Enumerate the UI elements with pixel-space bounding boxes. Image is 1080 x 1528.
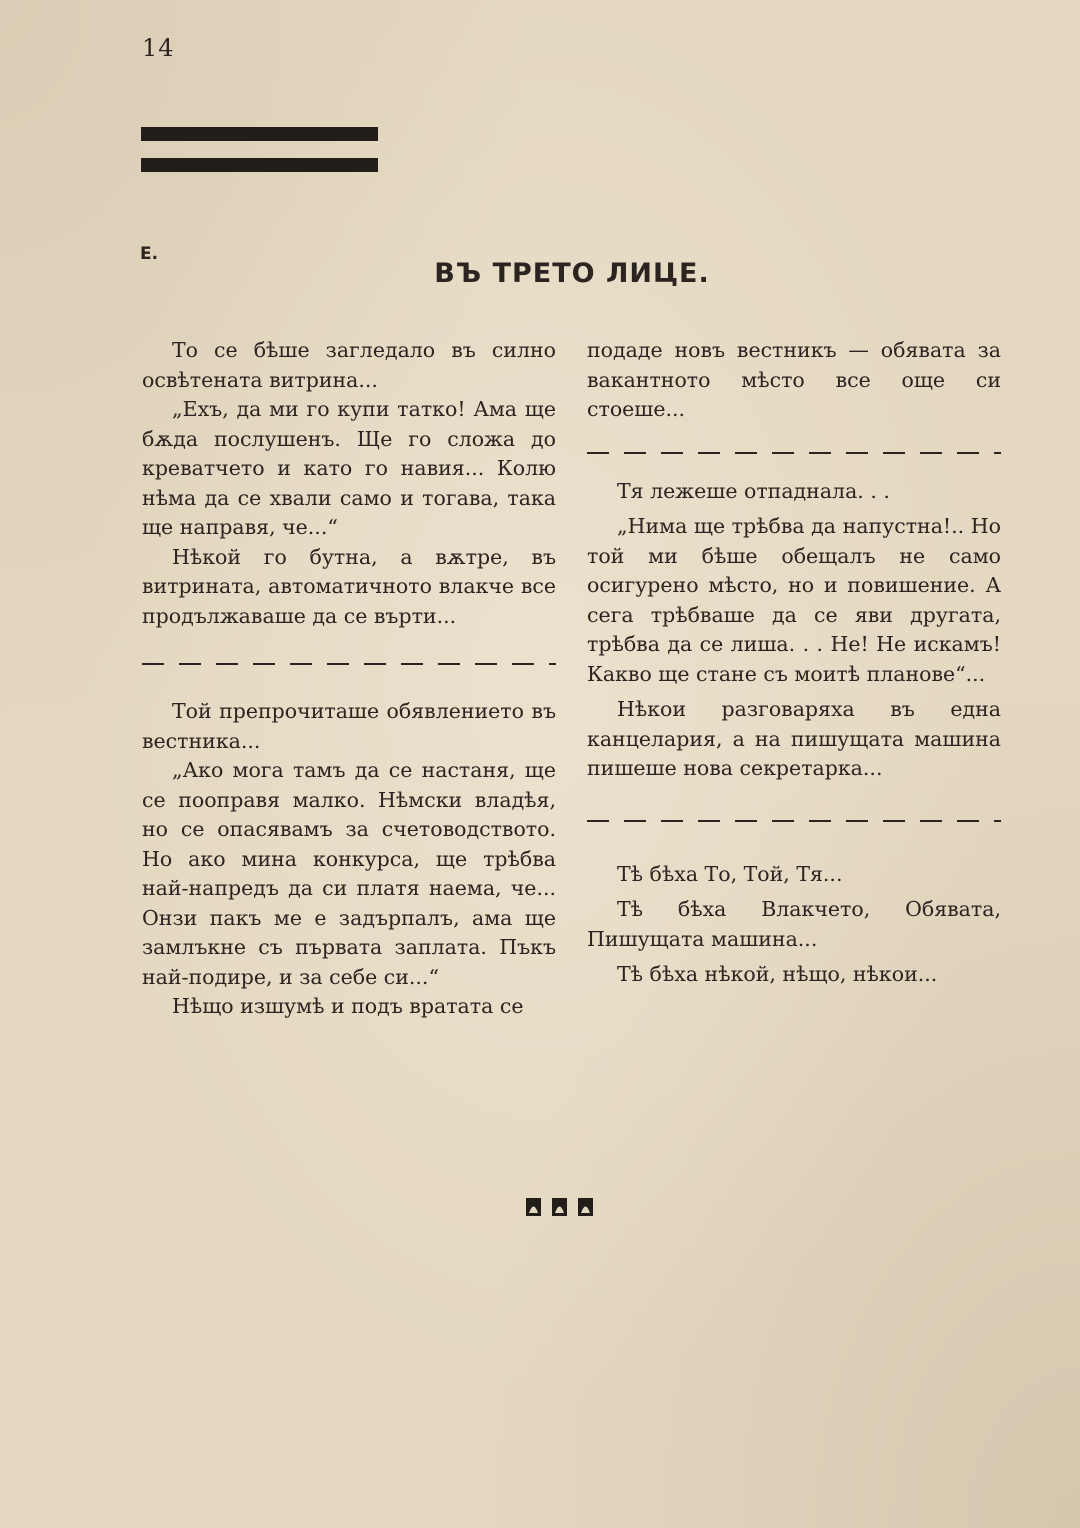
paragraph: Нѣкой го бутна, а вѫтре, въ витрината, автоматичното влакче все продължаваше да се върти...	[142, 544, 556, 628]
dashed-separator	[587, 452, 1001, 454]
author-initial: Е.	[140, 244, 159, 264]
paragraph: Нѣкои разговаряха въ една канцелария, а на пишущата машина пишеше нова секретарка...	[587, 697, 1001, 780]
ornament-icon	[577, 1197, 594, 1217]
paragraph: „Нима ще трѣбва да напустна!.. Но той ми бѣше обещалъ не само осигурено мѣсто, но и повишение. А сега трѣбваше да се яви другата, трѣбва да се лиша. . . Не! Не искамъ! Какво ще стане съ моитѣ планове“...	[587, 514, 1001, 686]
ornament-icon	[551, 1197, 568, 1217]
ornament-icon	[525, 1197, 542, 1217]
paragraph: Тѣ бѣха То, Той, Тя...	[617, 861, 843, 886]
paragraph: Тѣ бѣха Влакчето, Обявата, Пишущата машина...	[587, 897, 1001, 951]
paragraph: Нѣщо изшумѣ и подъ вратата се	[172, 994, 524, 1018]
end-ornament	[525, 1197, 594, 1217]
decorative-bar-top	[141, 127, 378, 141]
paragraph: „Ехъ, да ми го купи татко! Ама ще бѫда послушенъ. Ще го сложа до креватчето и като го навия... Колю нѣма да се хвали само и тогава, така ще направя, че...“	[142, 397, 556, 539]
dashed-separator	[142, 663, 556, 665]
paragraph: Тя лежеше отпаднала. . .	[617, 478, 890, 503]
paragraph: То се бѣше загледало въ силно освѣтената витрина...	[142, 338, 556, 392]
decorative-bar-bottom	[141, 158, 378, 172]
paragraph: Тѣ бѣха нѣкой, нѣщо, нѣкои...	[617, 962, 938, 986]
left-column	[142, 336, 556, 1022]
page-number: 14	[142, 34, 175, 62]
paragraph: Той препрочиташе обявлението въ вестника...	[142, 699, 556, 753]
paragraph: „Ако мога тамъ да се настаня, ще се пооправя малко. Нѣмски владѣя, но се опасявамъ за счетоводството. Но ако мина конкурса, ще трѣбва най-напредъ да си платя наема, че... Онзи пакъ ме е задърпалъ, ама ще замлъкне съ първата заплата. Пъкъ най-подире, и за себе си...“	[142, 758, 556, 989]
dashed-separator	[587, 820, 1001, 822]
right-column	[587, 336, 1001, 990]
paragraph: подаде новъ вестникъ — обявата за вакантното мѣсто все още си стоеше...	[587, 338, 1001, 421]
article-title: ВЪ ТРЕТО ЛИЦЕ.	[434, 258, 710, 289]
